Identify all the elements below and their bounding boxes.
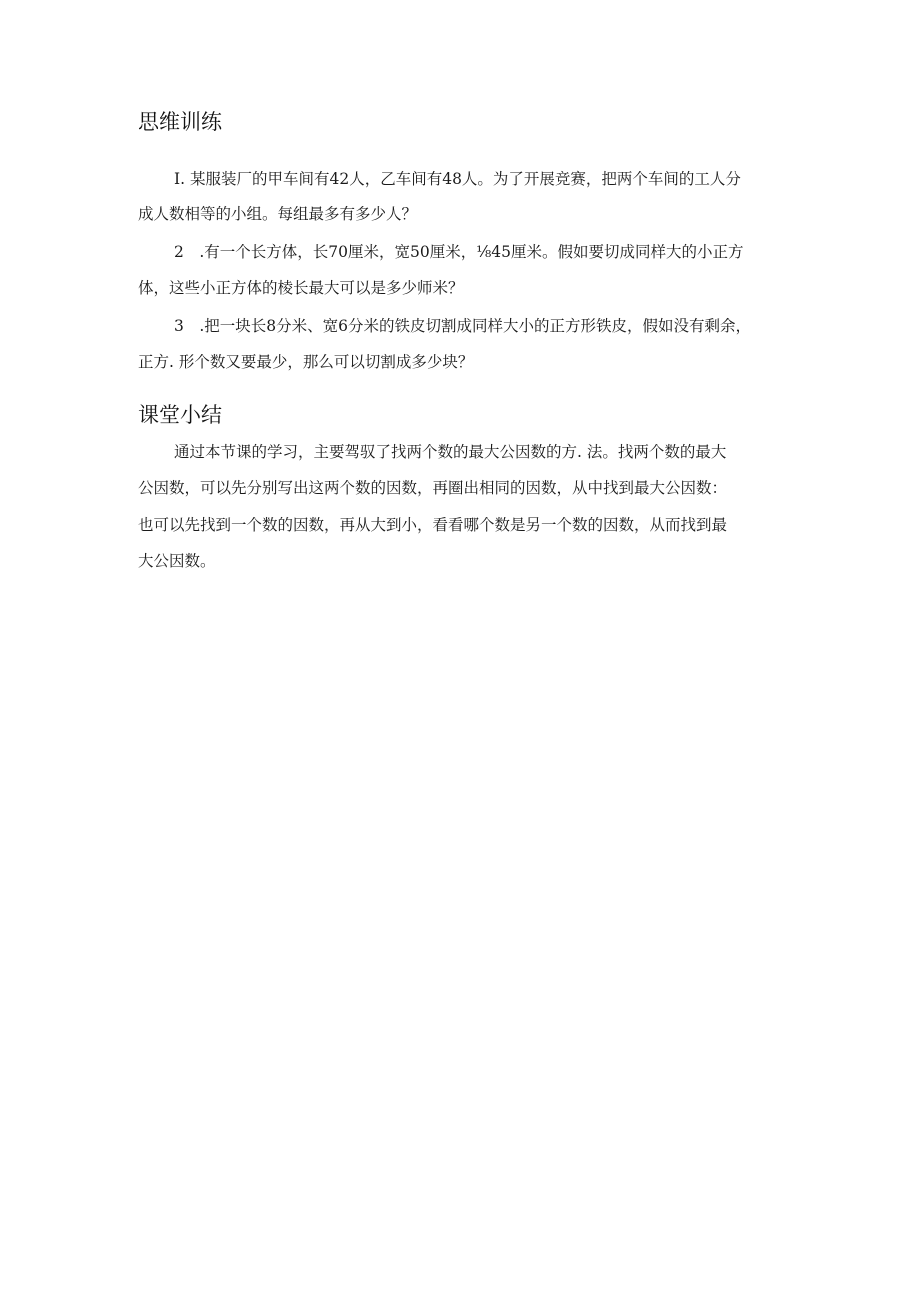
question-2-line-2: 体，这些小正方体的棱长最大可以是多少师米？ (138, 279, 464, 297)
summary-line-1: 通过本节课的学习，主要驾驭了找两个数的最大公因数的方. 法。找两个数的最大 (174, 443, 727, 461)
summary-line-2: 公因数，可以先分别写出这两个数的因数，再圈出相同的因数，从中找到最大公因数： (138, 479, 728, 497)
section-heading-summary: 课堂小结 (138, 403, 222, 427)
question-1-line-2: 成人数相等的小组。每组最多有多少人？ (138, 205, 418, 223)
question-3-line-1: 3 .把一块长8分米、宽6分米的铁皮切割成同样大小的正方形铁皮，假如没有剩余， (174, 317, 752, 335)
section-heading-training: 思维训练 (138, 110, 222, 134)
question-2-line-1: 2 .有一个长方体，长70厘米，宽50厘米，⅛45厘米。假如要切成同样大的小正方 (174, 243, 744, 261)
summary-line-4: 大公因数。 (138, 552, 216, 570)
question-1-line-1: I. 某服装厂的甲车间有42人，乙车间有48人。为了开展竞赛，把两个车间的工人分 (174, 170, 741, 188)
summary-line-3: 也可以先找到一个数的因数，再从大到小，看看哪个数是另一个数的因数，从而找到最 (138, 516, 728, 534)
question-3-line-2: 正方. 形个数又要最少，那么可以切割成多少块？ (138, 353, 474, 371)
